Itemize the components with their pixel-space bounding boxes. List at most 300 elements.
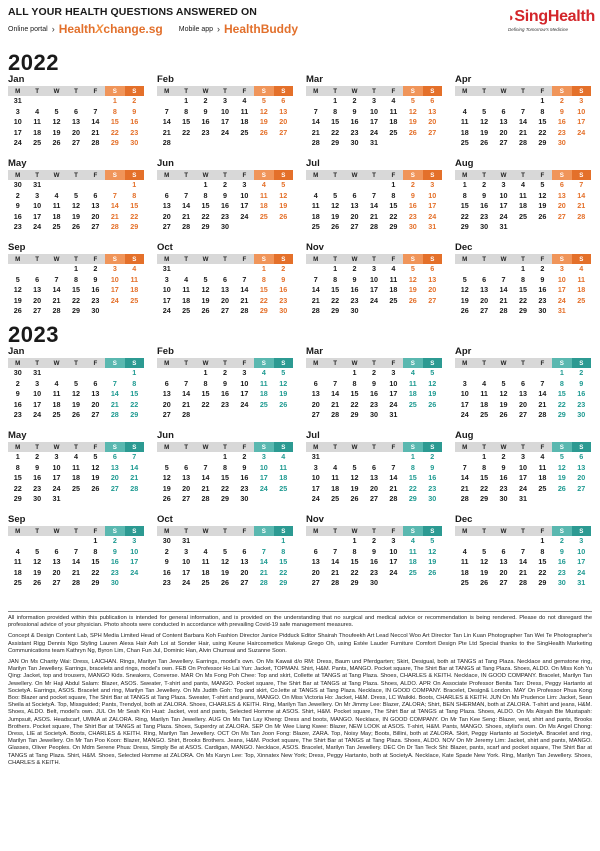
day-cell: 3 <box>35 190 40 200</box>
weekday-header: F <box>86 442 105 452</box>
month-name: Aug <box>455 430 474 441</box>
year-2023-title: 2023 <box>8 322 59 347</box>
weekday-header: W <box>494 170 513 180</box>
day-cell: 27 <box>311 578 320 588</box>
weekday-header: S <box>423 254 442 264</box>
month-table <box>455 526 591 589</box>
day-cell: 7 <box>579 180 584 189</box>
weekday-header: M <box>8 358 27 368</box>
weekday-header: T <box>364 442 383 452</box>
day-cell: 9 <box>15 201 20 211</box>
day-cell <box>494 368 513 379</box>
day-cell: 30 <box>538 306 547 316</box>
day-cell: 5 <box>35 546 40 556</box>
day-cell: 25 <box>182 306 191 316</box>
weekday-header: W <box>494 442 513 452</box>
weekday-header: T <box>215 86 234 96</box>
day-cell: 3 <box>184 546 189 556</box>
day-cell: 14 <box>240 285 249 295</box>
day-cell: 1 <box>132 368 137 377</box>
day-cell: 26 <box>428 567 437 577</box>
day-cell: 8 <box>333 274 338 284</box>
day-cell: 25 <box>311 222 320 232</box>
day-cell: 15 <box>201 389 210 399</box>
portal-label: Online portal <box>8 25 48 33</box>
day-cell: 30 <box>33 494 42 504</box>
day-cell: 11 <box>201 557 210 567</box>
day-cell <box>176 452 195 463</box>
day-cell <box>423 138 442 149</box>
day-cell: 8 <box>540 546 545 556</box>
day-cell: 31 <box>389 410 398 420</box>
day-cell: 1 <box>203 180 208 189</box>
day-cell: 2 <box>281 264 286 273</box>
day-cell: 15 <box>538 557 547 567</box>
day-cell <box>235 264 254 275</box>
month-name: Jul <box>306 430 320 441</box>
weekday-header: S <box>403 526 422 536</box>
day-cell <box>513 96 532 107</box>
day-cell: 21 <box>389 483 398 493</box>
day-cell: 6 <box>520 378 525 388</box>
day-cell <box>196 410 215 421</box>
month-aug-2022 <box>455 158 591 242</box>
day-cell: 12 <box>71 389 80 399</box>
day-cell: 21 <box>182 211 191 221</box>
day-cell: 27 <box>162 222 171 232</box>
month-apr-2023 <box>455 346 591 430</box>
day-cell: 18 <box>240 117 249 127</box>
day-cell: 21 <box>130 473 139 483</box>
day-cell: 26 <box>538 211 547 221</box>
day-cell: 7 <box>112 190 117 200</box>
day-cell: 7 <box>93 106 98 116</box>
day-cell: 14 <box>518 557 527 567</box>
day-cell: 23 <box>350 127 359 137</box>
day-cell: 6 <box>352 190 357 200</box>
day-cell: 4 <box>410 536 415 545</box>
day-cell: 19 <box>162 483 171 493</box>
day-cell: 1 <box>462 180 467 189</box>
month-table <box>455 170 591 233</box>
day-cell <box>423 578 442 589</box>
day-cell: 10 <box>311 473 320 483</box>
day-cell <box>8 536 27 547</box>
day-cell: 13 <box>33 285 42 295</box>
day-cell: 27 <box>369 494 378 504</box>
day-cell: 6 <box>281 96 286 105</box>
day-cell: 15 <box>350 389 359 399</box>
month-name: Jan <box>8 346 25 357</box>
day-cell <box>403 578 422 589</box>
day-cell: 27 <box>350 222 359 232</box>
day-cell: 30 <box>13 180 22 189</box>
day-cell: 23 <box>369 399 378 409</box>
day-cell: 25 <box>408 399 417 409</box>
day-cell: 22 <box>71 295 80 305</box>
day-cell: 25 <box>130 295 139 305</box>
day-cell <box>105 180 124 191</box>
day-cell: 26 <box>71 222 80 232</box>
day-cell: 19 <box>71 211 80 221</box>
day-cell: 25 <box>518 211 527 221</box>
day-cell: 16 <box>480 201 489 211</box>
day-cell: 22 <box>13 483 22 493</box>
day-cell: 14 <box>182 201 191 211</box>
day-cell: 11 <box>409 546 417 556</box>
day-cell: 3 <box>313 462 318 472</box>
day-cell: 21 <box>182 399 191 409</box>
day-cell: 18 <box>201 567 210 577</box>
weekday-header: W <box>196 526 215 536</box>
day-cell <box>474 264 493 275</box>
weekday-header: T <box>215 526 234 536</box>
day-cell <box>157 368 176 379</box>
day-cell <box>66 180 85 191</box>
day-cell: 29 <box>279 578 288 588</box>
weekday-header: W <box>345 526 364 536</box>
day-cell: 28 <box>389 494 398 504</box>
day-cell <box>384 452 403 463</box>
day-cell: 7 <box>520 546 525 556</box>
day-cell: 12 <box>428 546 437 556</box>
weekday-header: F <box>235 170 254 180</box>
day-cell: 4 <box>184 274 189 284</box>
day-cell: 1 <box>112 96 117 105</box>
day-cell: 6 <box>93 378 98 388</box>
day-cell: 24 <box>389 567 398 577</box>
day-cell: 21 <box>369 211 378 221</box>
month-name: Apr <box>455 346 472 357</box>
day-cell: 3 <box>112 264 117 273</box>
month-jan-2022 <box>8 74 144 158</box>
day-cell: 19 <box>480 127 489 137</box>
day-cell: 1 <box>540 96 545 105</box>
weekday-header: F <box>384 254 403 264</box>
weekday-header: T <box>513 358 532 368</box>
day-cell: 21 <box>52 295 61 305</box>
weekday-header: S <box>552 442 571 452</box>
month-nov-2023 <box>306 514 442 598</box>
month-table <box>455 358 591 421</box>
day-cell: 14 <box>577 190 586 200</box>
day-cell: 11 <box>480 389 488 399</box>
weekday-header: S <box>125 254 144 264</box>
day-cell: 6 <box>93 190 98 200</box>
month-feb-2023 <box>157 346 293 430</box>
day-cell: 7 <box>164 106 169 116</box>
day-cell: 16 <box>369 389 378 399</box>
day-cell: 28 <box>110 222 119 232</box>
day-cell: 26 <box>428 399 437 409</box>
weekday-header: T <box>513 526 532 536</box>
day-cell: 1 <box>222 452 227 461</box>
day-cell: 12 <box>499 389 508 399</box>
day-cell: 30 <box>220 222 229 232</box>
day-cell <box>157 180 176 191</box>
weekday-header: T <box>325 358 344 368</box>
weekday-header: S <box>552 86 571 96</box>
day-cell: 29 <box>538 578 547 588</box>
day-cell: 18 <box>52 399 61 409</box>
month-table <box>455 254 591 317</box>
day-cell: 25 <box>460 138 469 148</box>
day-cell: 9 <box>371 378 376 388</box>
day-cell: 27 <box>311 410 320 420</box>
day-cell: 8 <box>559 378 564 388</box>
day-cell: 2 <box>93 264 98 273</box>
day-cell <box>274 494 293 505</box>
day-cell: 28 <box>311 306 320 316</box>
day-cell: 27 <box>428 127 437 137</box>
day-cell: 13 <box>311 557 320 567</box>
day-cell: 7 <box>313 274 318 284</box>
day-cell: 14 <box>499 285 508 295</box>
day-cell: 28 <box>577 211 586 221</box>
day-cell <box>196 452 215 463</box>
day-cell <box>86 180 105 191</box>
weekday-header: F <box>86 86 105 96</box>
day-cell: 26 <box>71 410 80 420</box>
weekday-header: M <box>157 170 176 180</box>
weekday-header: T <box>215 358 234 368</box>
month-may-2022 <box>8 158 144 242</box>
weekday-header: T <box>474 170 493 180</box>
month-table <box>8 526 144 589</box>
day-cell: 22 <box>130 211 139 221</box>
day-cell: 9 <box>430 462 435 472</box>
day-cell: 6 <box>73 106 78 116</box>
day-cell: 30 <box>162 536 171 545</box>
day-cell: 31 <box>33 180 42 189</box>
day-cell: 8 <box>184 106 189 116</box>
day-cell: 25 <box>389 295 398 305</box>
day-cell: 12 <box>480 117 489 127</box>
day-cell: 2 <box>579 368 584 377</box>
day-cell <box>66 536 85 547</box>
weekday-header: S <box>552 358 571 368</box>
day-cell: 20 <box>369 483 378 493</box>
day-cell: 5 <box>482 546 487 556</box>
weekday-header: T <box>364 358 383 368</box>
day-cell: 8 <box>93 546 98 556</box>
day-cell: 25 <box>331 494 340 504</box>
day-cell: 11 <box>538 462 547 472</box>
day-cell <box>47 264 66 275</box>
day-cell: 3 <box>164 274 169 284</box>
weekday-header: T <box>215 442 234 452</box>
day-cell: 18 <box>33 127 42 137</box>
day-cell: 17 <box>460 399 469 409</box>
day-cell: 19 <box>220 567 229 577</box>
day-cell: 20 <box>350 211 359 221</box>
day-cell: 25 <box>538 483 547 493</box>
day-cell: 15 <box>408 473 417 483</box>
day-cell: 29 <box>130 222 139 232</box>
day-cell <box>306 264 325 275</box>
day-cell <box>254 536 273 547</box>
day-cell: 24 <box>33 410 42 420</box>
weekday-header: T <box>66 358 85 368</box>
day-cell <box>325 536 344 547</box>
day-cell: 31 <box>311 452 320 461</box>
day-cell <box>274 138 293 149</box>
day-cell <box>125 578 144 589</box>
day-cell <box>345 180 364 191</box>
day-cell: 10 <box>110 274 119 284</box>
day-cell: 11 <box>331 473 339 483</box>
day-cell: 19 <box>538 201 547 211</box>
day-cell: 17 <box>13 127 22 137</box>
day-cell: 11 <box>240 106 249 116</box>
day-cell: 1 <box>73 264 78 273</box>
year-2022-title: 2022 <box>8 50 59 75</box>
day-cell: 27 <box>91 222 100 232</box>
weekday-header: T <box>27 358 46 368</box>
day-cell: 28 <box>240 306 249 316</box>
day-cell <box>196 536 215 547</box>
day-cell: 16 <box>130 117 139 127</box>
month-table <box>8 86 144 149</box>
day-cell: 1 <box>482 452 487 461</box>
weekday-header: S <box>105 442 124 452</box>
day-cell: 10 <box>518 462 527 472</box>
weekday-header: T <box>513 442 532 452</box>
healthxchange-link[interactable]: HealthXchange.sg <box>58 22 163 36</box>
day-cell: 23 <box>577 399 586 409</box>
day-cell: 17 <box>240 201 249 211</box>
day-cell: 21 <box>110 211 119 221</box>
day-cell: 8 <box>261 274 266 284</box>
day-cell: 24 <box>220 127 229 137</box>
day-cell: 9 <box>579 378 584 388</box>
day-cell: 7 <box>391 462 396 472</box>
day-cell: 19 <box>408 285 417 295</box>
day-cell: 16 <box>110 557 119 567</box>
day-cell: 16 <box>369 557 378 567</box>
day-cell: 19 <box>52 127 61 137</box>
day-cell: 17 <box>577 117 586 127</box>
day-cell: 20 <box>279 117 288 127</box>
day-cell: 20 <box>110 473 119 483</box>
weekday-header: S <box>423 358 442 368</box>
day-cell <box>455 536 474 547</box>
day-cell: 25 <box>279 483 288 493</box>
day-cell: 25 <box>460 578 469 588</box>
day-cell: 3 <box>15 106 20 116</box>
day-cell: 16 <box>408 201 417 211</box>
weekday-header: S <box>274 170 293 180</box>
day-cell: 10 <box>259 462 268 472</box>
day-cell <box>364 180 383 191</box>
weekday-header: W <box>494 254 513 264</box>
day-cell: 31 <box>557 306 566 316</box>
healthbuddy-link[interactable]: HealthBuddy <box>224 22 299 36</box>
weekday-header: S <box>254 86 273 96</box>
day-cell: 11 <box>279 462 288 472</box>
day-cell <box>105 494 124 505</box>
day-cell: 24 <box>33 222 42 232</box>
day-cell: 26 <box>460 306 469 316</box>
day-cell: 4 <box>313 190 318 200</box>
day-cell: 13 <box>311 389 320 399</box>
day-cell: 8 <box>203 378 208 388</box>
day-cell: 6 <box>579 452 584 461</box>
day-cell: 12 <box>480 557 489 567</box>
weekday-header: S <box>254 170 273 180</box>
day-cell: 5 <box>462 274 467 284</box>
day-cell: 10 <box>369 274 378 284</box>
day-cell: 4 <box>462 106 467 116</box>
day-cell <box>494 264 513 275</box>
day-cell: 4 <box>462 546 467 556</box>
day-cell: 14 <box>460 473 469 483</box>
day-cell: 2 <box>559 96 564 105</box>
day-cell: 29 <box>389 222 398 232</box>
day-cell: 17 <box>389 389 398 399</box>
day-cell: 9 <box>222 378 227 388</box>
day-cell: 11 <box>519 190 527 200</box>
day-cell <box>235 222 254 233</box>
day-cell <box>215 410 234 421</box>
day-cell: 14 <box>110 201 119 211</box>
day-cell: 14 <box>331 557 340 567</box>
day-cell: 19 <box>331 211 340 221</box>
weekday-header: S <box>274 442 293 452</box>
day-cell: 16 <box>428 473 437 483</box>
weekday-header: M <box>8 526 27 536</box>
day-cell: 6 <box>35 274 40 284</box>
day-cell: 24 <box>460 410 469 420</box>
day-cell: 29 <box>110 138 119 148</box>
day-cell: 10 <box>33 389 42 399</box>
day-cell: 7 <box>242 274 247 284</box>
day-cell: 1 <box>333 264 338 273</box>
month-name: Mar <box>306 74 323 85</box>
weekday-header: T <box>513 170 532 180</box>
day-cell <box>235 410 254 421</box>
day-cell: 21 <box>577 201 586 211</box>
day-cell: 10 <box>52 462 61 472</box>
day-cell: 7 <box>184 378 189 388</box>
day-cell: 18 <box>52 211 61 221</box>
day-cell: 1 <box>391 180 396 189</box>
day-cell: 16 <box>279 285 288 295</box>
day-cell <box>235 138 254 149</box>
day-cell: 24 <box>13 138 22 148</box>
day-cell <box>66 494 85 505</box>
weekday-header: S <box>572 86 591 96</box>
weekday-header: W <box>196 442 215 452</box>
day-cell: 1 <box>261 264 266 273</box>
day-cell: 19 <box>91 473 100 483</box>
day-cell: 5 <box>164 462 169 472</box>
day-cell: 6 <box>482 274 487 284</box>
day-cell: 28 <box>91 138 100 148</box>
day-cell: 27 <box>33 306 42 316</box>
day-cell: 5 <box>501 378 506 388</box>
day-cell: 30 <box>557 578 566 588</box>
weekday-header: M <box>455 86 474 96</box>
day-cell: 21 <box>311 295 320 305</box>
weekday-header: M <box>8 86 27 96</box>
day-cell <box>306 368 325 379</box>
day-cell: 19 <box>13 295 22 305</box>
weekday-header: S <box>274 526 293 536</box>
day-cell: 6 <box>430 96 435 105</box>
day-cell: 19 <box>557 473 566 483</box>
weekday-header: M <box>455 358 474 368</box>
